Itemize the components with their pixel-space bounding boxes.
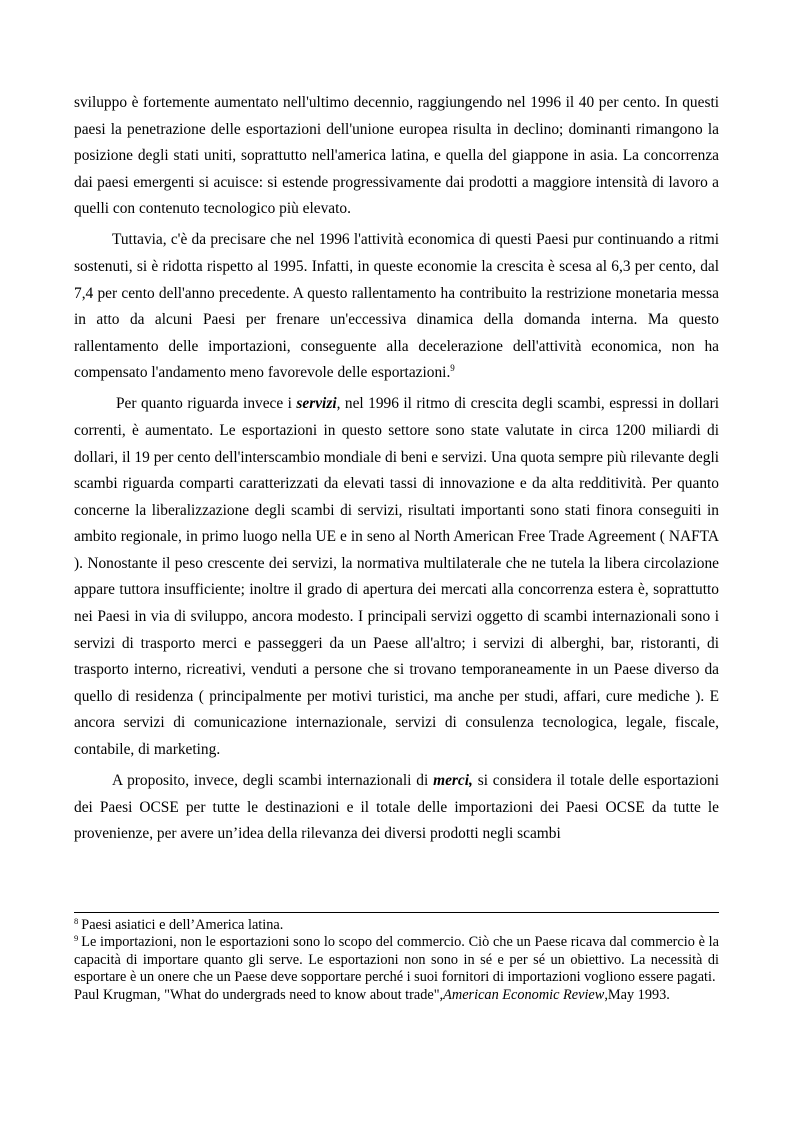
footnote-reference-9[interactable]: 9 [450, 363, 455, 374]
emphasis-merci: merci, [433, 772, 473, 790]
paragraph-1 [74, 90, 719, 223]
footnote-8-text: Paesi asiatici e dell’America latina. [81, 917, 284, 933]
footnote-8 [74, 917, 719, 934]
paragraph-3 [74, 391, 719, 763]
paragraph-2-text: Tuttavia, c'è da precisare che nel 1996 l'attività economica di questi Paesi pur continuando a ritmi sostenuti, si è ridotta rispetto al 1995. Infatti, in queste economie la crescita è scesa al 6,3 per cento, dal 7,4 per cento dell'anno precedente. A questo rallentamento ha contribuito la restrizione monetaria messa in atto da alcuni Paesi per frenare un'eccessiva dinamica della domanda interna. Ma questo rallentamento delle importazioni, conseguente alla decelerazione dell'attività economica, non ha compensato l'andamento meno favorevole delle esportazioni. [74, 231, 719, 382]
footnote-citation [74, 987, 719, 1004]
paragraph-4-text-rest: si considera il totale delle esportazioni dei Paesi OCSE per tutte le destinazioni e il totale delle importazioni dei Paesi OCSE da tutte le provenienze, per avere un’idea della rilevanza dei diversi prodotti negli scambi [74, 772, 720, 843]
paragraph-2 [74, 227, 719, 387]
paragraph-4-text-start: A proposito, invece, degli scambi internazionali di [112, 772, 434, 790]
footnote-separator [74, 912, 719, 913]
citation-author-title: Paul Krugman, "What do undergrads need to know about trade", [74, 986, 444, 1003]
body-text [74, 90, 719, 852]
paragraph-3-text-rest: , nel 1996 il ritmo di crescita degli scambi, espressi in dollari correnti, è aumentato. Le esportazioni in questo settore sono state valutate in circa 1200 miliardi di dollari, il 19 per cento dell'interscambio mondiale di beni e servizi. Una quota sempre più rilevante degli scambi riguarda comparti caratterizzati da elevati tassi di innovazione e da alta redditività. Per quanto concerne la liberalizzazione degli scambi di servizi, risultati importanti sono stati finora conseguiti in ambito regionale, in primo luogo nella UE e in seno al North American Free Trade Agreement ( NAFTA ). Nonostante il peso crescente dei servizi, la normativa multilaterale che ne tutela la libera circolazione appare tuttora insufficiente; inoltre il grado di apertura dei mercati alla concorrenza estera è, soprattutto nei Paesi in via di sviluppo, ancora modesto. I principali servizi oggetto di scambi internazionali sono i servizi di trasporto merci e passeggeri da un Paese all'altro; i servizi di alberghi, bar, ristoranti, di trasporto interno, ricreativi, venduti a persone che si trovano temporaneamente in un Paese diverso da quello di residenza ( principalmente per motivi turistici, ma anche per studi, affari, cure mediche ). E ancora servizi di comunicazione internazionale, servizi di consulenza tecnologica, legale, fiscale, contabile, di marketing. [74, 395, 719, 759]
footnote-9 [74, 934, 719, 986]
citation-date: ,May 1993. [604, 986, 670, 1003]
paragraph-3-text-start: Per quanto riguarda invece i [116, 395, 297, 413]
emphasis-servizi: servizi [296, 395, 337, 413]
footnote-8-mark: 8 [74, 916, 79, 926]
paragraph-4 [74, 768, 719, 848]
footnotes [74, 917, 719, 1004]
footnote-9-text: Le importazioni, non le esportazioni sono lo scopo del commercio. Ciò che un Paese ricava dal commercio è la capacità di importare quanto gli serve. Le esportazioni non sono in sé e per sé un obiettivo. La necessità di esportare è un onere che un Paese deve sopportare perché i suoi fornitori di importazioni vogliono essere pagati. [74, 934, 719, 986]
footnote-9-mark: 9 [74, 933, 79, 944]
citation-journal: American Economic Review [443, 986, 605, 1003]
paragraph-1-text: sviluppo è fortemente aumentato nell'ultimo decennio, raggiungendo nel 1996 il 40 per cento. In questi paesi la penetrazione delle esportazioni dell'unione europea risulta in declino; dominanti rimangono la posizione degli stati uniti, soprattutto nell'america latina, e quella del giappone in asia. La concorrenza dai paesi emergenti si acuisce: si estende progressivamente dai prodotti a maggiore intensità di lavoro a quelli con contenuto tecnologico più elevato. [74, 94, 719, 218]
